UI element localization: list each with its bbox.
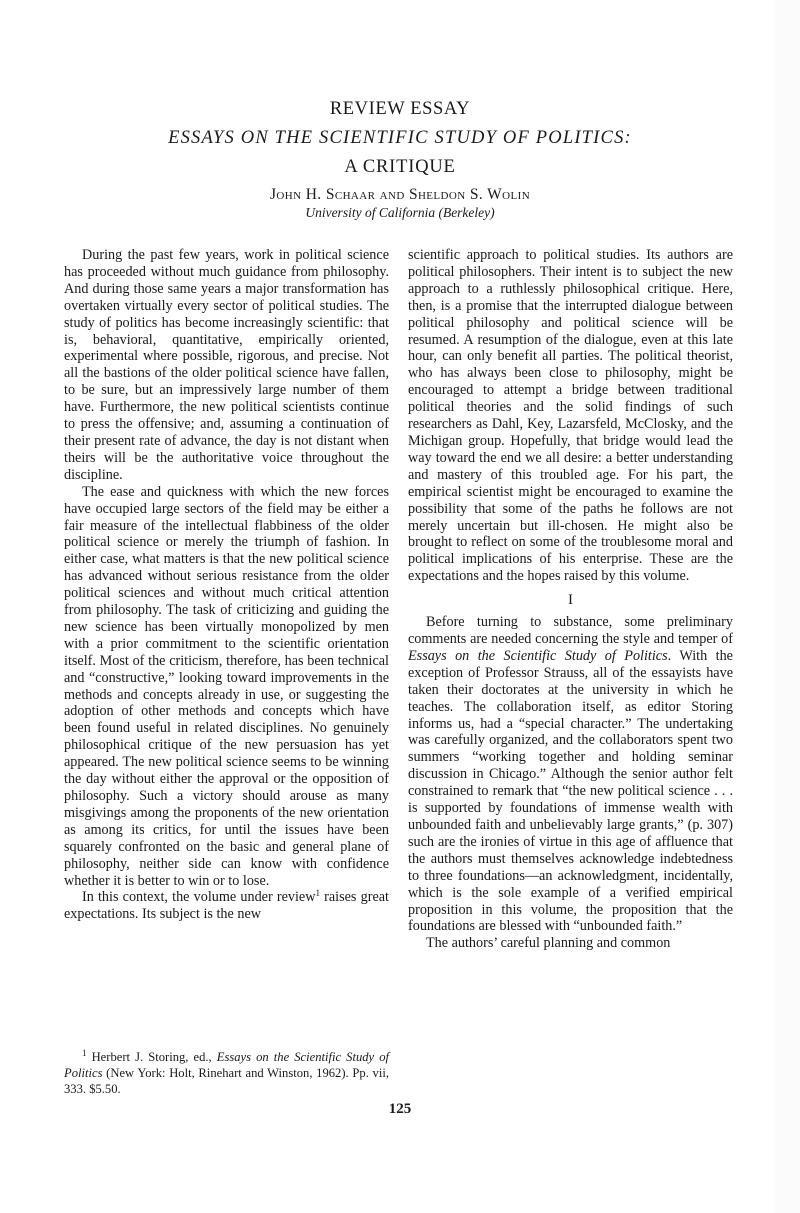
footnote-book-title: Essays on the Scientific Study of Politics bbox=[64, 1050, 389, 1081]
paragraph: The authors’ careful planning and common bbox=[426, 935, 671, 952]
paragraph bbox=[408, 614, 733, 935]
affiliation: University of California (Berkeley) bbox=[305, 205, 495, 220]
footnote-part: (New York: Holt, Rinehart and Winston, 1962). Pp. vii, 333. $5.50. bbox=[64, 1066, 389, 1097]
paragraph-text: Before turning to substance, some preliminary comments are needed concerning the style and temper of bbox=[408, 614, 733, 648]
right-column bbox=[408, 247, 733, 952]
footnote-ref[interactable]: 1 bbox=[315, 888, 320, 899]
article-subtitle: A CRITIQUE bbox=[344, 157, 456, 177]
authors: John H. Schaar and Sheldon S. Wolin bbox=[269, 186, 531, 203]
footnote-part: Herbert J. Storing, ed., bbox=[86, 1050, 217, 1064]
left-column bbox=[64, 247, 389, 923]
paragraph-text: . With the exception of Professor Strauss, all of the essayists have taken their doctorates at the university in which he teaches. The collaboration itself, as editor Storing informs us, had a “special character.” The undertaking was carefully organized, and the collaborators spent two summers “working together and holding seminar discussion in Chicago.” Although the senior author felt constrained to remark that “the new political science . . . is supported by foundations of immense wealth with unbounded faith and unbelievably large grants,” (p. 307) such are the ironies of virtue in this age of affluence that the authors must themselves acknowledge indebtedness to three foundations—an acknowledgment, incidentally, which is the sole example of a verified empirical proposition in this volume, the proposition that the foundations are blessed with “unbounded faith.” bbox=[408, 647, 733, 935]
article-header bbox=[0, 98, 800, 221]
paragraph bbox=[64, 889, 389, 923]
paragraph: During the past few years, work in political science has proceeded without much guidance from philosophy. And during those same years a major transformation has overtaken virtually every sector of political studies. The study of politics has become increasingly scientific: that is, behavioral, quantitative, empirically oriented, experimental where possible, rigorous, and precise. Not all the bastions of the older political science have fallen, to be sure, but an impressively large number of them have. Furthermore, the new political scientists continue to press the offensive; and, assuming a continuation of their present rate of advance, the day is not distant when theirs will be the authoritative voice throughout the discipline. bbox=[64, 247, 389, 483]
footnote bbox=[64, 1049, 389, 1098]
section-kicker: REVIEW ESSAY bbox=[329, 99, 471, 119]
footnote-text bbox=[64, 1049, 389, 1098]
page-number: 125 bbox=[388, 1101, 412, 1117]
book-title: Essays on the Scientific Study of Politics bbox=[408, 647, 668, 664]
paragraph-text: In this context, the volume under review bbox=[82, 889, 316, 906]
paragraph-continued: scientific approach to political studies. Its authors are political philosophers. Their intent is to subject the new approach to a ruthlessly philosophical critique. Here, then, is a promise that the interrupted dialogue between political philosophy and political science will be resumed. A resumption of the dialogue, even at this late hour, can only benefit all parties. The political theorist, who has always been close to philosophy, might be encouraged to attempt a bridge between traditional political theories and the solid findings of such researchers as Dahl, Key, Lazarsfeld, McClosky, and the Michigan group. Hopefully, that bridge would lead the way toward the end we all desire: a better understanding and mastery of this troubled age. For his part, the empirical scientist might be encouraged to examine the possibility that some of the paths he follows are not merely uncertain but ill-chosen. He might also be brought to reflect on some of the troublesome moral and political implications of his enterprise. These are the expectations and the hopes raised by this volume. bbox=[408, 247, 733, 585]
paragraph: The ease and quickness with which the new forces have occupied large sectors of the field may be either a fair measure of the intellectual flabbiness of the older political science or merely the triumph of fashion. In either case, what matters is that the new political science has advanced without serious resistance from the older political sciences and without much critical attention from philosophy. The task of criticizing and guiding the new science has been virtually monopolized by men with a prior commitment to the scientific orientation itself. Most of the criticism, therefore, has been technical and “constructive,” looking toward improvements in the methods and concepts already in use, or suggesting the adoption of other methods and concepts which have been found useful in related disciplines. No genuinely philosophical critique of the new persuasion has yet appeared. The new political science seems to be winning the day without either the approval or the opposition of philosophy. Such a victory should arouse as many misgivings among the proponents of the new orientation as among its critics, for until the issues have been squarely confronted on the basic and general plane of philosophy, neither side can know with confidence whether it is better to win or to lose. bbox=[64, 483, 389, 889]
paragraph-text: raises great expectations. Its subject is the new bbox=[64, 889, 389, 923]
section-heading: I bbox=[568, 592, 573, 609]
article-title: ESSAYS ON THE SCIENTIFIC STUDY OF POLITICS: bbox=[168, 128, 632, 148]
footnote-mark: 1 bbox=[82, 1048, 87, 1058]
